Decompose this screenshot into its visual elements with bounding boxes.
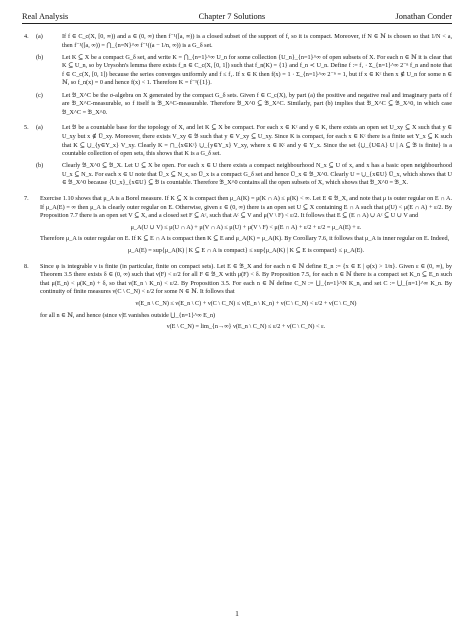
running-header bbox=[22, 12, 452, 24]
part-text: If f ∈ C_c(X, [0, ∞)) and a ∈ (0, ∞) then f⁻¹([a, ∞)) is a closed subset of the support of f, so it is compact. Moreover, if N ∈ ℕ is chosen so that 1/N < a, then f⁻¹([a, ∞)) = ⋂_{n=N}^∞ f⁻¹((a − 1/n, ∞)) is a G_δ set. bbox=[62, 33, 452, 49]
problem-5-part-b bbox=[22, 162, 452, 188]
problem-8-body bbox=[22, 263, 452, 332]
problem-5 bbox=[22, 124, 452, 188]
part-text: Clearly 𝔅_X^0 ⊆ 𝔅_X. Let U ⊆ X be open. For each x ∈ U there exists a compact neighbourhood N_x ⊆ U of x, and x has a basic open neighbourhood U_x ⊆ N_x. For each x ∈ U note that U̅_x ⊆ N_x, so U̅_x is a compact G_δ set and hence U̅_x ∈ 𝔅_X^0. Clearly U = ⋃_{x∈U} U̅_x, which shows that U ∈ 𝔅_X^0 because {U_x}_{x∈U} ⊆ 𝔅 is countable. Therefore 𝔅_X^0 contains all the open subsets of X, which shows that 𝔅_X^0 = 𝔅_X. bbox=[62, 162, 452, 187]
problem-5-part-a bbox=[22, 124, 452, 158]
problem-text: Therefore μ_A is outer regular on E. If K ⊆ E ∩ A is compact then K ⊆ E and μ_A(K) = μ_A(K). By Corollary 7.6, it follows that μ_A is inner regular on E. Indeed, bbox=[40, 235, 450, 243]
problem-7-body bbox=[22, 195, 452, 256]
problem-4 bbox=[22, 33, 452, 117]
part-label: (b) bbox=[36, 53, 44, 61]
part-text: Let 𝔅 be a countable base for the topology of X, and let K ⊆ X be compact. For each x ∈ Kᶜ and y ∈ K, there exists an open set U_xy ⊆ X such that y ∈ U_xy but x ∉ U̅_xy. Moreover, there exists V_xy ∈ 𝔅 such that y ∈ V_xy ⊆ U_xy. Since K is compact, for each x ∈ Kᶜ there is a finite set Y_x ⊆ K such that K ⊆ ⋃_{y∈Y_x} V_xy. Clearly K = ⋂_{x∈Kᶜ} ⋃_{y∈Y_x} V_xy, where x ∈ Kᶜ and y ∈ Y_x. Since the set {⋃_{U∈A} U | A ⊆ 𝔅 is finite} is a countable collection of open sets, this shows that K is a G_δ set. bbox=[62, 124, 452, 158]
problem-8 bbox=[22, 263, 452, 332]
part-text: Let 𝔅_X^C be the σ-algebra on X generated by the compact G_δ sets. Given f ∈ C_c(X), by part (a) the positive and negative real and imaginary parts of f are 𝔅_X^C-measurable, so f itself is 𝔅_X^C-measurable. Therefore 𝔅_X^0 ⊆ 𝔅_X^C. Similarly, part (b) implies that 𝔅_X^C ⊆ 𝔅_X^0, in which case 𝔅_X^C = 𝔅_X^0. bbox=[62, 91, 452, 116]
problem-4-part-b bbox=[22, 54, 452, 88]
part-label: (a) bbox=[36, 33, 43, 40]
page-number: 1 bbox=[235, 609, 239, 618]
display-equation: ν(E_n \ C_N) ≤ ν(E_n \ C) + ν(C \ C_N) ≤ ν(E_n \ K_n) + ν(C \ C_N) < ε/2 + ν(C \ C_N) bbox=[135, 299, 357, 307]
problem-text: Exercise 1.10 shows that μ_A is a Borel measure. If K ⊆ X is compact then μ_A(K) = μ(K ∩ A) ≤ μ(K) < ∞. Let E ∈ 𝔅_X, and note that μ is outer regular on E ∩ A. If μ_A(E) = ∞ then μ_A is clearly outer regular on E. Otherwise, given ε ∈ (0, ∞) there is an open set U ⊆ X containing E ∩ A such that μ(U) < μ(E ∩ A) + ε/2. By Proposition 7.7 there is an open set V ⊆ X, and a closed set F ⊆ Aᶜ, such that Aᶜ ⊆ V and μ(V \ F) < ε/2. It follows that E ⊆ (E ∩ A) ∪ Aᶜ ⊆ U ∪ V and bbox=[40, 195, 452, 220]
problem-number: 8. bbox=[24, 262, 29, 270]
problem-7 bbox=[22, 195, 452, 256]
part-text: Let K ⊆ X be a compact G_δ set, and write K = ⋂_{n=1}^∞ U_n for some collection {U_n}_{n=1}^∞ of open subsets of X. For each n ∈ ℕ it is clear that K ⊆ U_n, so by Urysohn's lemma there exists f_n ∈ C_c(X, [0, 1]) such that f_n(K) = {1} and f_n ≺ U_n. Define f := f₁ · Σ_{n=1}^∞ 2⁻ⁿ f_n and note that f ∈ C_c(X, [0, 1]) because the series converges uniformly and f ≤ f₁. If x ∈ K then f(x) = 1 · Σ_{n=1}^∞ 2⁻ⁿ = 1, but if x ∈ Kᶜ then x ∉ U_n for some n ∈ ℕ, so f_n(x) = 0 and hence f(x) < 1. Therefore K = f⁻¹({1}). bbox=[62, 53, 452, 87]
display-equation: ν(E \ C_N) = lim_{n→∞} ν(E_n \ C_N) ≤ ε/2 + ν(C \ C_N) < ε. bbox=[166, 323, 326, 331]
problem-text: Since φ is integrable ν is finite (in particular, finite on compact sets). Let E ∈ 𝔅_X and for each n ∈ ℕ define E_n := {x ∈ E | φ(x) > 1/n}. Given ε ∈ (0, ∞), by Theorem 3.5 there exists δ ∈ (0, ∞) such that ν(F) < ε/2 for all F ∈ 𝔅_X with μ(F) < δ. By Proposition 7.5, for each n ∈ ℕ there is a compact set K_n ⊆ E_n such that μ(E_n) < μ(K_n) + δ, so that ν(E_n \ K_n) < ε/2. By Proposition 3.5. For each n ∈ ℕ define C_N := ⋃_{n=1}^N K_n, and set C := ⋃_{n=1}^∞ K_n. By continuity of finite measures ν(C \ C_N) < ε/2 for some N ∈ ℕ. It follows that bbox=[40, 262, 452, 296]
part-label: (b) bbox=[36, 162, 44, 170]
problem-number: 7. bbox=[24, 195, 29, 202]
header-chapter: Chapter 7 Solutions bbox=[198, 12, 266, 21]
solutions-body bbox=[22, 33, 452, 332]
part-label: (c) bbox=[36, 91, 43, 99]
problem-4-part-c bbox=[22, 92, 452, 118]
display-equation: μ_A(U ∪ V) ≤ μ(U ∩ A) + μ(V ∩ A) ≤ μ(U) + μ(V \ F) < μ(E ∩ A) + ε/2 + ε/2 = μ_A(E) + ε. bbox=[130, 223, 362, 231]
problem-text: for all n ∈ ℕ, and hence (since ν|E vanishes outside ⋃_{n=1}^∞ E_n) bbox=[40, 311, 216, 319]
header-author: Jonathan Conder bbox=[395, 12, 452, 21]
problem-number: 4. bbox=[24, 33, 29, 40]
display-equation: μ_A(E) = sup{μ_A(K) | K ⊆ E ∩ A is compact} ≤ sup{μ_A(K) | K ⊆ E is compact} ≤ μ_A(E). bbox=[127, 246, 365, 254]
part-label: (a) bbox=[36, 124, 43, 132]
problem-number: 5. bbox=[24, 124, 29, 132]
problem-4-part-a bbox=[22, 33, 452, 50]
header-course: Real Analysis bbox=[22, 12, 69, 21]
